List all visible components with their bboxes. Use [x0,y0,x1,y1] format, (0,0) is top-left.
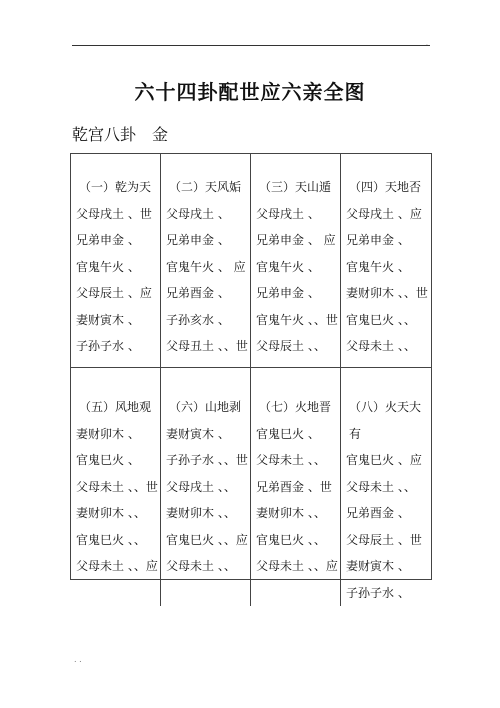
yao-line: 官鬼巳火 、应 [346,453,422,467]
yao-line: 兄弟申金 、 [256,286,320,300]
yao-line: 父母丑土 、、世 [166,339,248,353]
yao-line: 兄弟申金 、 应 [256,233,336,247]
corner-mark: . [426,40,428,47]
gua-cell [251,368,341,606]
yao-line: 妻财卯木 、、 [256,506,326,520]
yao-line: 父母辰土 、、 [256,339,326,353]
yao-line: 官鬼巳火 、、 [256,532,326,547]
gua-name: （七）火地晋 [259,400,332,414]
yao-line: 父母戌土 、 [256,206,320,221]
gua-cell [161,368,251,606]
yao-line: 妻财寅木 、 [166,426,230,441]
section-subtitle: 乾宫八卦 金 [72,125,169,144]
yao-line: 父母戌土 、、 [166,479,236,494]
yao-line: 兄弟申金 、 [166,233,230,247]
gua-name: （一）乾为天 [79,180,152,194]
yao-line: 父母未土 、、 [166,559,236,573]
gua-cell [161,154,251,368]
footer-mark: . . [74,655,82,664]
gua-name: （八）火天大有 [349,400,422,441]
yao-line: 妻财卯木 、、世 [346,286,428,300]
yao-line: 官鬼巳火 、 [256,426,320,441]
yao-line: 父母辰土 、应 [76,286,152,300]
header-rule [72,45,430,46]
yao-line: 官鬼午火 、 [256,259,320,274]
yao-line: 妻财卯木 、 [76,426,140,441]
yao-line: 兄弟申金 、 [346,233,410,247]
yao-line: 父母未土 、、 [256,453,326,467]
yao-line: 子孙子水 、 [346,585,410,600]
gua-cell [71,154,161,368]
yao-line: 官鬼午火 、 [346,259,410,274]
yao-line: 父母未土 、、世 [76,479,158,494]
yao-line: 兄弟申金 、 [76,233,140,247]
yao-line: 官鬼巳火 、、应 [166,532,248,547]
gua-name: （六）山地剥 [169,400,242,414]
yao-line: 父母未土 、、 [346,479,416,494]
yao-line: 父母戌土 、应 [346,206,422,221]
gua-name: （三）天山遁 [259,180,332,194]
yao-line: 父母辰土 、世 [346,532,422,547]
yao-line: 官鬼巳火 、、 [76,532,146,547]
yao-line: 妻财寅木 、 [76,312,140,327]
gua-table [70,153,432,600]
gua-cell [251,154,341,368]
yao-line: 兄弟酉金 、 [166,286,230,300]
yao-line: 子孙子水 、 [76,339,140,353]
yao-line: 妻财寅木 、 [346,559,410,573]
yao-line: 父母未土 、、 [346,339,416,353]
yao-line: 子孙子水 、、世 [166,453,248,467]
yao-line: 官鬼午火 、 应 [166,259,246,274]
yao-line: 兄弟酉金 、 [346,506,410,520]
yao-line: 官鬼午火 、、世 [256,312,338,327]
yao-line: 父母戌土 、 [166,206,230,221]
yao-line: 父母未土 、、应 [76,559,158,573]
gua-name: （二）天风姤 [169,180,242,194]
yao-line: 官鬼巳火 、 [76,453,140,467]
yao-line: 官鬼午火 、 [76,259,140,274]
yao-line: 父母戌土 、世 [76,206,152,221]
page-title: 六十四卦配世应六亲全图 [134,80,366,104]
yao-line: 妻财卯木 、、 [76,506,146,520]
gua-cell [341,368,431,606]
gua-cell [341,154,431,368]
gua-cell [71,368,161,606]
gua-name: （五）风地观 [79,400,152,414]
yao-line: 兄弟酉金 、世 [256,479,332,494]
yao-line: 官鬼巳火 、、 [346,312,416,327]
gua-name: （四）天地否 [349,180,422,194]
yao-line: 父母未土 、、应 [256,559,338,573]
yao-line: 妻财卯木 、、 [166,506,236,520]
yao-line: 子孙亥水 、 [166,312,230,327]
